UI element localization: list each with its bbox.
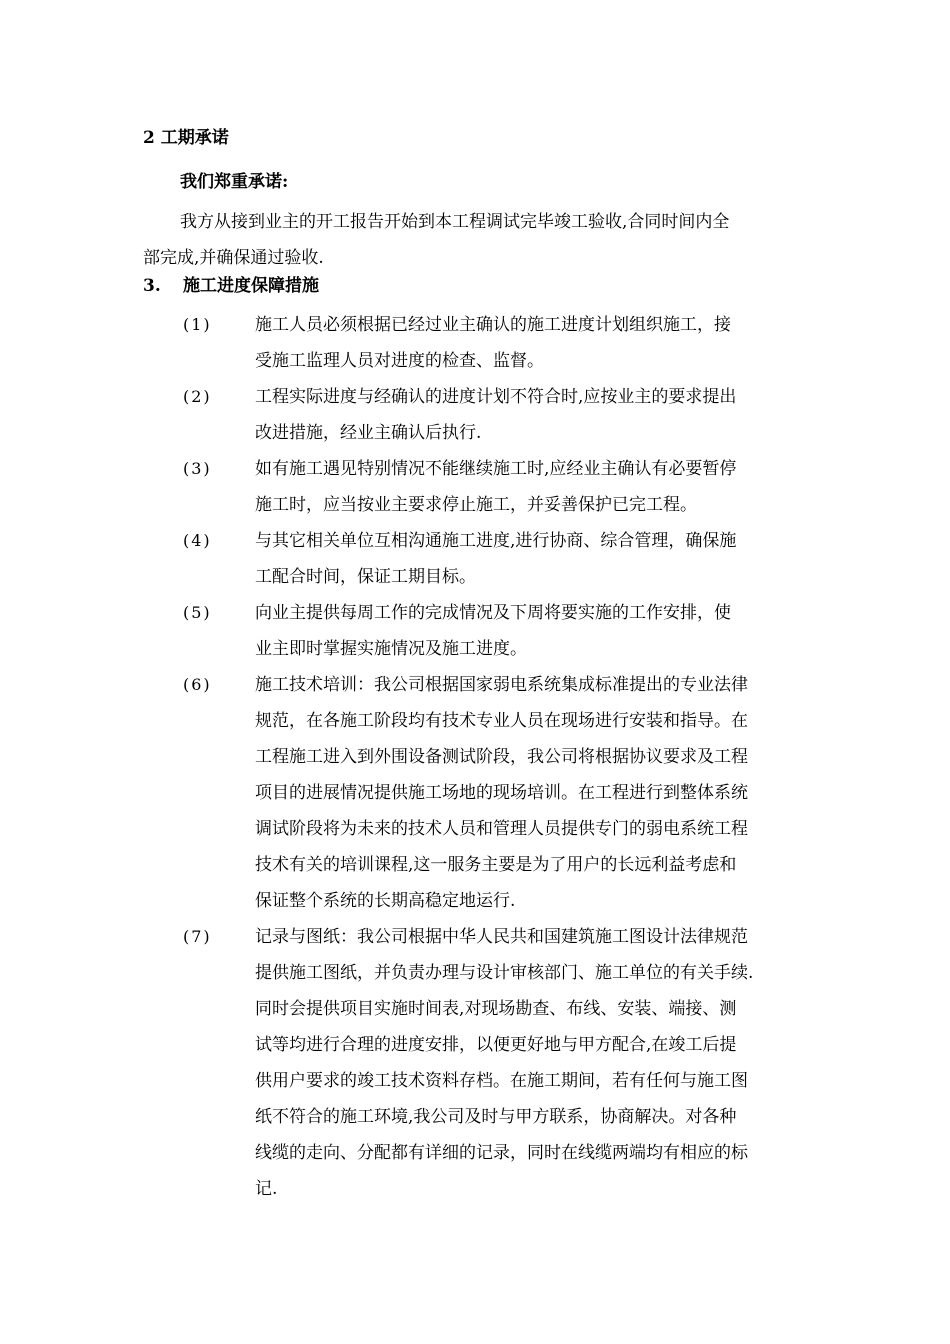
measure-marker: (2) bbox=[183, 387, 212, 406]
pledge-line: 部完成,并确保通过验收. bbox=[143, 248, 324, 268]
measure-marker: (4) bbox=[183, 531, 212, 550]
measure-line: 施工人员必须根据已经过业主确认的施工进度计划组织施工，接 bbox=[255, 315, 731, 335]
measure-line: 纸不符合的施工环境,我公司及时与甲方联系，协商解决。对各种 bbox=[255, 1107, 737, 1127]
measure-line: 受施工监理人员对进度的检查、监督。 bbox=[255, 351, 544, 371]
section-3-title: 施工进度保障措施 bbox=[183, 276, 319, 296]
measure-text bbox=[255, 451, 810, 523]
measure-line: 试等均进行合理的进度安排，以便更好地与甲方配合,在竣工后提 bbox=[255, 1035, 737, 1055]
pledge-line: 我方从接到业主的开工报告开始到本工程调试完毕竣工验收,合同时间内全 bbox=[180, 212, 730, 232]
measure-line: 工配合时间，保证工期目标。 bbox=[255, 567, 476, 587]
measure-line: 提供施工图纸，并负责办理与设计审核部门、施工单位的有关手续. bbox=[255, 963, 754, 983]
measure-line: 保证整个系统的长期高稳定地运行. bbox=[255, 891, 516, 911]
measure-line: 与其它相关单位互相沟通施工进度,进行协商、综合管理，确保施 bbox=[255, 531, 737, 551]
section-2-heading: 2 工期承诺 bbox=[143, 128, 229, 148]
measure-line: 业主即时掌握实施情况及施工进度。 bbox=[255, 639, 527, 659]
measure-item bbox=[183, 595, 813, 667]
measure-marker: (1) bbox=[183, 315, 212, 334]
measure-text bbox=[255, 667, 810, 919]
measure-line: 施工时，应当按业主要求停止施工，并妥善保护已完工程。 bbox=[255, 495, 697, 515]
measure-line: 规范，在各施工阶段均有技术专业人员在现场进行安装和指导。在 bbox=[255, 711, 748, 731]
section-3-heading bbox=[143, 272, 319, 300]
measure-text bbox=[255, 919, 810, 1207]
measure-marker: (7) bbox=[183, 927, 212, 946]
measure-line: 如有施工遇见特别情况不能继续施工时,应经业主确认有必要暂停 bbox=[255, 459, 737, 479]
measure-line: 工程实际进度与经确认的进度计划不符合时,应按业主的要求提出 bbox=[255, 387, 737, 407]
measure-line: 向业主提供每周工作的完成情况及下周将要实施的工作安排，使 bbox=[255, 603, 731, 623]
pledge-title: 我们郑重承诺: bbox=[180, 172, 289, 192]
measure-item bbox=[183, 523, 813, 595]
measure-line: 技术有关的培训课程,这一服务主要是为了用户的长远利益考虑和 bbox=[255, 855, 737, 875]
measure-line: 调试阶段将为未来的技术人员和管理人员提供专门的弱电系统工程 bbox=[255, 819, 748, 839]
measures-list bbox=[183, 307, 813, 1207]
measure-line: 工程施工进入到外围设备测试阶段，我公司将根据协议要求及工程 bbox=[255, 747, 748, 767]
measure-item bbox=[183, 307, 813, 379]
measure-line: 记. bbox=[255, 1179, 278, 1199]
measure-text bbox=[255, 523, 810, 595]
measure-line: 施工技术培训：我公司根据国家弱电系统集成标准提出的专业法律 bbox=[255, 675, 748, 695]
section-3-number: 3. bbox=[143, 276, 161, 296]
measure-item bbox=[183, 919, 813, 1207]
measure-line: 项目的进展情况提供施工场地的现场培训。在工程进行到整体系统 bbox=[255, 783, 748, 803]
pledge-paragraph bbox=[143, 204, 811, 276]
measure-line: 改进措施，经业主确认后执行. bbox=[255, 423, 482, 443]
measure-text bbox=[255, 595, 810, 667]
measure-item bbox=[183, 667, 813, 919]
measure-item bbox=[183, 379, 813, 451]
measure-item bbox=[183, 451, 813, 523]
measure-line: 线缆的走向、分配都有详细的记录，同时在线缆两端均有相应的标 bbox=[255, 1143, 748, 1163]
measure-line: 同时会提供项目实施时间表,对现场勘查、布线、安装、端接、测 bbox=[255, 999, 737, 1019]
measure-line: 供用户要求的竣工技术资料存档。在施工期间，若有任何与施工图 bbox=[255, 1071, 748, 1091]
measure-text bbox=[255, 379, 810, 451]
measure-marker: (5) bbox=[183, 603, 212, 622]
measure-text bbox=[255, 307, 810, 379]
measure-line: 记录与图纸：我公司根据中华人民共和国建筑施工图设计法律规范 bbox=[255, 927, 748, 947]
measure-marker: (3) bbox=[183, 459, 212, 478]
measure-marker: (6) bbox=[183, 675, 212, 694]
